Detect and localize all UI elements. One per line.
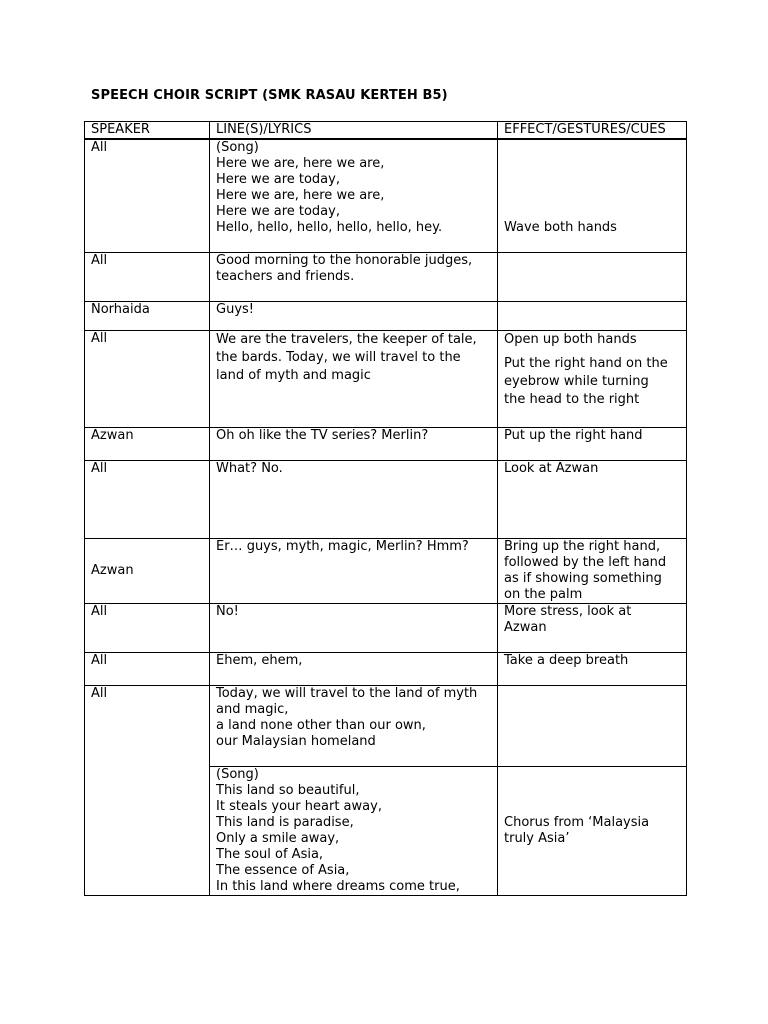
line-text: We are the travelers, the keeper of tale, xyxy=(216,331,477,347)
effects-cell xyxy=(498,301,687,330)
lines-cell xyxy=(210,330,498,427)
effects-cell xyxy=(498,652,687,685)
table-row xyxy=(85,538,687,603)
lines-cell xyxy=(210,139,498,252)
table-row xyxy=(85,603,687,652)
speaker-cell: All xyxy=(85,652,210,685)
table-header-row xyxy=(85,122,687,140)
effects-cell xyxy=(498,460,687,538)
line-text: This land so beautiful, xyxy=(216,782,360,798)
line-text: land of myth and magic xyxy=(216,367,371,383)
effect-text: More stress, look at xyxy=(504,603,632,619)
line-text: This land is paradise, xyxy=(216,814,354,830)
line-text: Here we are, here we are, xyxy=(216,156,385,171)
table-row xyxy=(85,685,687,766)
effect-text: truly Asia’ xyxy=(504,830,570,846)
script-table xyxy=(84,121,687,896)
line-text: Ehem, ehem, xyxy=(216,652,303,668)
table-row xyxy=(85,460,687,538)
lines-cell xyxy=(210,301,498,330)
table-row xyxy=(85,139,687,252)
effects-cell xyxy=(498,330,687,427)
line-text: a land none other than our own, xyxy=(216,717,426,733)
speaker-cell: All xyxy=(85,139,210,252)
line-text: Here we are, here we are, xyxy=(216,188,385,203)
table-row xyxy=(85,301,687,330)
line-text: Guys! xyxy=(216,301,254,317)
line-text: (Song) xyxy=(216,766,259,782)
effect-text: Wave both hands xyxy=(504,220,617,235)
speaker-cell: All xyxy=(85,252,210,301)
line-text: In this land where dreams come true, xyxy=(216,878,460,894)
speaker-cell: Norhaida xyxy=(85,301,210,330)
effects-cell xyxy=(498,603,687,652)
lines-cell xyxy=(210,538,498,603)
line-text: teachers and friends. xyxy=(216,268,355,284)
effects-cell xyxy=(498,538,687,603)
effect-text: Put the right hand on the xyxy=(504,355,668,371)
effects-cell xyxy=(498,139,687,252)
effect-text: Open up both hands xyxy=(504,331,637,347)
table-row xyxy=(85,427,687,460)
line-text: Hello, hello, hello, hello, hello, hey. xyxy=(216,220,443,235)
speaker-cell: Azwan xyxy=(85,538,210,603)
effects-cell xyxy=(498,427,687,460)
lines-cell xyxy=(210,427,498,460)
effects-cell xyxy=(498,252,687,301)
table-row xyxy=(85,652,687,685)
effect-text: Look at Azwan xyxy=(504,460,599,476)
effect-text: Take a deep breath xyxy=(504,652,629,668)
line-text: Oh oh like the TV series? Merlin? xyxy=(216,427,429,443)
speaker-cell: All xyxy=(85,603,210,652)
effect-text: as if showing something xyxy=(504,570,662,586)
line-text: (Song) xyxy=(216,140,259,155)
line-text: the bards. Today, we will travel to the xyxy=(216,349,461,365)
speaker-cell: Azwan xyxy=(85,427,210,460)
line-text: Today, we will travel to the land of myth xyxy=(216,685,478,701)
header-lines: LINE(S)/LYRICS xyxy=(210,122,498,140)
lines-cell xyxy=(210,252,498,301)
table-row xyxy=(85,252,687,301)
effect-text: on the palm xyxy=(504,586,583,602)
effect-text: followed by the left hand xyxy=(504,554,667,570)
effect-text: Chorus from ‘Malaysia xyxy=(504,814,650,830)
header-effects: EFFECT/GESTURES/CUES xyxy=(498,122,687,140)
line-text: The soul of Asia, xyxy=(216,846,324,862)
lines-cell xyxy=(210,460,498,538)
line-text: Good morning to the honorable judges, xyxy=(216,252,473,268)
line-text: Only a smile away, xyxy=(216,830,340,846)
effects-cell xyxy=(498,685,687,766)
line-text: It steals your heart away, xyxy=(216,798,382,814)
lines-cell xyxy=(210,603,498,652)
speaker-cell: All xyxy=(85,685,210,895)
lines-cell xyxy=(210,652,498,685)
speaker-cell: All xyxy=(85,330,210,427)
effect-text: Put up the right hand xyxy=(504,427,643,443)
lines-cell xyxy=(210,766,498,895)
line-text: Er… guys, myth, magic, Merlin? Hmm? xyxy=(216,538,469,554)
line-text: No! xyxy=(216,603,239,619)
effect-text: Bring up the right hand, xyxy=(504,538,661,554)
header-speaker: SPEAKER xyxy=(85,122,210,140)
lines-cell xyxy=(210,685,498,766)
speaker-cell: All xyxy=(85,460,210,538)
line-text: and magic, xyxy=(216,701,289,717)
table-row xyxy=(85,330,687,427)
line-text: The essence of Asia, xyxy=(216,862,350,878)
line-text: our Malaysian homeland xyxy=(216,733,376,749)
effect-text: eyebrow while turning xyxy=(504,373,649,389)
line-text: Here we are today, xyxy=(216,204,340,219)
line-text: Here we are today, xyxy=(216,172,340,187)
document-title: SPEECH CHOIR SCRIPT (SMK RASAU KERTEH B5) xyxy=(91,88,448,103)
effects-cell xyxy=(498,766,687,895)
line-text: What? No. xyxy=(216,460,283,476)
effect-text: the head to the right xyxy=(504,391,640,407)
effect-text: Azwan xyxy=(504,619,547,635)
